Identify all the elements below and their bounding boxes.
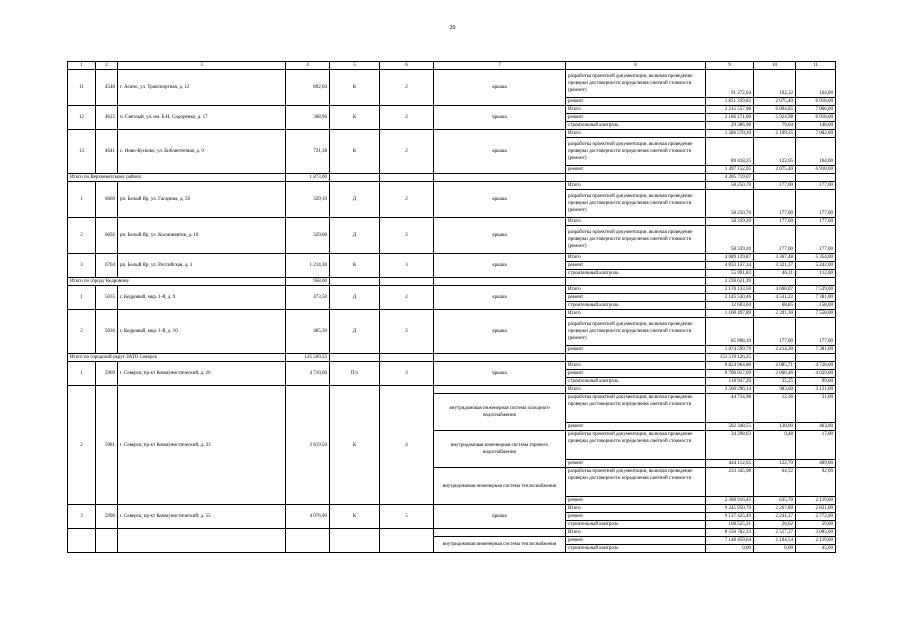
address: п. Светлый, ул. им. Б.Н. Сидоренко, д. 17 [118, 106, 286, 130]
subtotal-row [68, 278, 836, 286]
unit-cost: 138,00 [754, 423, 796, 431]
max-cost: 7 066,00 [796, 106, 836, 114]
unit-cost: 2 085,71 [754, 362, 796, 370]
unit-cost: 635,70 [754, 497, 796, 505]
element: крыша [434, 505, 566, 529]
subtotal-row [68, 174, 836, 182]
table-row [68, 254, 836, 262]
work-type: Итого [566, 310, 706, 318]
cost: 9 706 017,69 [706, 370, 754, 378]
work-type: ремонт [566, 346, 706, 354]
max-cost: 7 381,00 [796, 346, 836, 354]
work-type: Итого [566, 130, 706, 138]
address: г. Северск, пр-кт Коммунистический, д. 33 [118, 386, 286, 505]
cost: 2 300 916,45 [706, 497, 754, 505]
house-type: Д [330, 182, 380, 218]
unit-cost: 2 391,30 [754, 310, 796, 318]
table-row [68, 505, 836, 513]
work-type: разработка проектной документации, включая проведение проверки достоверности определения сметной стоимости [566, 394, 706, 423]
work-type: разработка проектной документации, включая проведение проверки достоверности определения сметной стоимости [566, 431, 706, 460]
max-cost: 45,00 [796, 545, 836, 553]
row-number: 2 [68, 310, 96, 354]
unit-cost: 2 104,54 [754, 537, 796, 545]
floors: 2 [380, 106, 434, 130]
work-type: строительный контроль [566, 270, 706, 278]
max-cost: 2 119,00 [796, 537, 836, 545]
work-type: разработка проектной документации, включая проведение проверки достоверности определения сметной стоимости (ремонт) [566, 138, 706, 166]
work-type: разработка проектной документации, включая проведение проверки достоверности определения сметной стоимости (ремонт) [566, 190, 706, 218]
unit-cost: 9,48 [754, 431, 796, 460]
work-type: ремонт [566, 513, 706, 521]
floors: 2 [380, 286, 434, 310]
house-type: Д [330, 218, 380, 254]
unit-cost: 2 075,40 [754, 166, 796, 174]
table-row [68, 286, 836, 294]
max-cost: 99,00 [796, 378, 836, 386]
floors: 2 [380, 130, 434, 174]
table-row [68, 386, 836, 394]
area: 473,50 [286, 286, 330, 310]
address: рп. Белый Яр, ул. Космонавтов, д. 10 [118, 218, 286, 254]
table-row [68, 130, 836, 138]
unit-cost: 2 517,37 [754, 529, 796, 537]
unit-cost: 2 060,46 [754, 370, 796, 378]
max-cost: 7 082,00 [796, 130, 836, 138]
area: 3 619,50 [286, 386, 330, 505]
table-row [68, 310, 836, 318]
max-cost: 2 831,00 [796, 505, 836, 513]
work-type: ремонт [566, 423, 706, 431]
area: 329,10 [286, 182, 330, 218]
subtotal-sum: 4 205 719,07 [706, 174, 754, 182]
max-cost: 6 918,00 [796, 98, 836, 106]
work-type: строительный контроль [566, 122, 706, 130]
work-type: Итого [566, 218, 706, 226]
max-cost: 5 354,00 [796, 254, 836, 262]
area: 4 076,90 [286, 505, 330, 529]
cost: 2 145 530,46 [706, 294, 754, 302]
header-cell: 4 [286, 62, 330, 70]
element: крыша [434, 106, 566, 130]
max-cost: 7 539,00 [796, 286, 836, 294]
house-type: Д [330, 310, 380, 354]
max-cost: 463,00 [796, 423, 836, 431]
unit-cost: 983,60 [754, 386, 796, 394]
area: 1 214,30 [286, 254, 330, 278]
house-code: 5981 [96, 386, 118, 505]
house-type: К [330, 130, 380, 174]
cost: 444 112,65 [706, 460, 754, 468]
unit-cost: 177,00 [754, 190, 796, 218]
header-cell: 3 [118, 62, 286, 70]
row-number: 1 [68, 362, 96, 386]
max-cost: 2 772,00 [796, 513, 836, 521]
max-cost: 177,00 [796, 182, 836, 190]
max-cost: 21,00 [796, 394, 836, 423]
work-type: Итого [566, 182, 706, 190]
work-type: строительный контроль [566, 378, 706, 386]
unit-cost: 177,00 [754, 318, 796, 346]
cost: 233 345,98 [706, 468, 754, 497]
row-number: 2 [68, 218, 96, 254]
work-type: ремонт [566, 497, 706, 505]
cost: 7 148 459,64 [706, 537, 754, 545]
house-code: 4540 [96, 70, 118, 106]
max-cost: 177,00 [796, 318, 836, 346]
element: крыша [434, 362, 566, 386]
house-code: 4641 [96, 130, 118, 174]
cost: 8 550 782,33 [706, 529, 754, 537]
unit-cost: 177,00 [754, 226, 796, 254]
subtotal-sum: 151 519 126,25 [706, 354, 754, 362]
max-cost: 3 121,00 [796, 386, 836, 394]
floors: 4 [380, 386, 434, 505]
unit-cost: 2 214,30 [754, 346, 796, 354]
max-cost: 6 918,00 [796, 166, 836, 174]
address: г. Северск, пр-кт Коммунистический, д. 55 [118, 505, 286, 529]
floors: 2 [380, 182, 434, 218]
max-cost: 158,00 [796, 302, 836, 310]
house-code: 6692 [96, 218, 118, 254]
table-row [68, 106, 836, 114]
cost: 4 089 129,87 [706, 254, 754, 262]
cost: 4 033 137,34 [706, 262, 754, 270]
subtotal-area: 1 873,00 [286, 174, 330, 182]
work-type: Итого [566, 362, 706, 370]
header-cell: 10 [754, 62, 796, 70]
header-cell: 5 [330, 62, 380, 70]
page-number: 20 [449, 25, 456, 31]
header-row [68, 62, 836, 70]
header-cell: 7 [434, 62, 566, 70]
unit-cost: 2 075,40 [754, 98, 796, 106]
cost: 9 137 425,49 [706, 513, 754, 521]
element: крыша [434, 182, 566, 218]
cost: 118 947,20 [706, 378, 754, 386]
area: 485,30 [286, 310, 330, 354]
element: внутридомовая инженерная система горячего водоснабжения [434, 431, 566, 468]
cost: 55 991,83 [706, 270, 754, 278]
max-cost: 17,00 [796, 431, 836, 460]
cost: 2 215 557,98 [706, 106, 754, 114]
element: крыша [434, 310, 566, 354]
cost: 58 250,70 [706, 190, 754, 218]
work-type: разработка проектной документации, включая проведение проверки достоверности определения сметной стоимости (ремонт) [566, 226, 706, 254]
house-type: К [330, 505, 380, 529]
element: внутридомовая инженерная система теплоснабжения [434, 468, 566, 505]
unit-cost: 64,52 [754, 468, 796, 497]
work-type: строительный контроль [566, 302, 706, 310]
element: внутридомовая инженерная система холодного водоснабжения [434, 394, 566, 431]
row-number: 13 [68, 130, 96, 174]
floors: 5 [380, 505, 434, 529]
subtotal-label: Итого по городской округ ЗАТО Северск [68, 354, 286, 362]
work-type: ремонт [566, 166, 706, 174]
max-cost: 177,00 [796, 218, 836, 226]
unit-cost: 2 267,89 [754, 505, 796, 513]
address: г. Кедровый, мкр. 1-й, д. 10 [118, 310, 286, 354]
cost: 58 250,70 [706, 182, 754, 190]
max-cost: 177,00 [796, 190, 836, 218]
subtotal-label: Итого по Верхнекетскому району [68, 174, 286, 182]
row-number: 1 [68, 286, 96, 310]
house-code: 5036 [96, 310, 118, 354]
cost: 1 586 570,30 [706, 130, 754, 138]
floors: 2 [380, 310, 434, 354]
work-type: Итого [566, 505, 706, 513]
floors: 3 [380, 254, 434, 278]
max-cost: 2 119,00 [796, 497, 836, 505]
house-type: К [330, 70, 380, 106]
cost: 1 851 339,82 [706, 98, 754, 106]
house-type: П/з [330, 362, 380, 386]
max-cost: 112,00 [796, 270, 836, 278]
element: крыша [434, 70, 566, 106]
area: 892,04 [286, 70, 330, 106]
cost: 58 339,20 [706, 226, 754, 254]
house-type: К [330, 106, 380, 130]
work-type: Итого [566, 286, 706, 294]
max-cost: 177,00 [796, 226, 836, 254]
house-code: 5969 [96, 362, 118, 386]
floors: 2 [380, 70, 434, 106]
area: 368,96 [286, 106, 330, 130]
cost: 58 339,20 [706, 218, 754, 226]
table-row [68, 70, 836, 98]
unit-cost: 177,00 [754, 218, 796, 226]
unit-cost: 2 199,35 [754, 130, 796, 138]
row-number: 2 [68, 386, 96, 505]
work-type: разработка проектной документации, включая проведение проверки достоверности определения сметной стоимости [566, 468, 706, 497]
work-type: разработка проектной документации, включая проведение проверки достоверности определения сметной стоимости (ремонт) [566, 318, 706, 346]
table-row [68, 218, 836, 226]
subtotal-area: 125 569,33 [286, 354, 330, 362]
cost: 34 298,03 [706, 431, 754, 460]
unit-cost: 4 531,22 [754, 294, 796, 302]
element: крыша [434, 254, 566, 278]
subtotal-row [68, 354, 836, 362]
address: г. Кедровый, мкр. 1-й, д. 9 [118, 286, 286, 310]
repair-plan-table [67, 61, 836, 553]
max-cost: 5 242,00 [796, 262, 836, 270]
unit-cost: 2 241,27 [754, 513, 796, 521]
unit-cost: 79,64 [754, 122, 796, 130]
subtotal-area: 958,60 [286, 278, 330, 286]
row-number: 3 [68, 254, 96, 278]
header-cell: 8 [566, 62, 706, 70]
max-cost: 59,00 [796, 521, 836, 529]
area: 721,38 [286, 130, 330, 174]
unit-cost: 122,70 [754, 460, 796, 468]
work-type: строительный контроль [566, 545, 706, 553]
unit-cost: 0,00 [754, 545, 796, 553]
table-row [68, 362, 836, 370]
unit-cost: 68,85 [754, 302, 796, 310]
max-cost: 4 629,00 [796, 370, 836, 378]
header-cell: 9 [706, 62, 754, 70]
unit-cost: 3 321,37 [754, 262, 796, 270]
cost: 3 560 296,14 [706, 386, 754, 394]
address: рп. Белый Яр, ул. Российская, д. 1 [118, 254, 286, 278]
cost: 9 245 950,70 [706, 505, 754, 513]
work-type: Итого [566, 386, 706, 394]
row-number: 12 [68, 106, 96, 130]
cost: 108 525,21 [706, 521, 754, 529]
max-cost: 7 558,00 [796, 310, 836, 318]
cost: 0,00 [706, 545, 754, 553]
header-cell: 2 [96, 62, 118, 70]
max-cost: 3 085,00 [796, 529, 836, 537]
unit-cost: 123,95 [754, 138, 796, 166]
max-cost: 164,00 [796, 138, 836, 166]
work-type: ремонт [566, 262, 706, 270]
max-cost: 6 918,00 [796, 114, 836, 122]
work-type: разработка проектной документации, включая проведение проверки достоверности определения сметной стоимости (ремонт) [566, 70, 706, 98]
floors: 2 [380, 218, 434, 254]
cost: 2 186 171,00 [706, 114, 754, 122]
element: крыша [434, 286, 566, 310]
house-code: 6660 [96, 182, 118, 218]
work-type: ремонт [566, 460, 706, 468]
cost: 9 824 964,88 [706, 362, 754, 370]
unit-cost: 12,36 [754, 394, 796, 423]
address: г. Северск, пр-кт Коммунистический, д. 20 [118, 362, 286, 386]
work-type: ремонт [566, 114, 706, 122]
cost: 89 418,25 [706, 138, 754, 166]
table-row [68, 182, 836, 190]
work-type: ремонт [566, 370, 706, 378]
unit-cost: 6 004,85 [754, 106, 796, 114]
max-cost: 409,00 [796, 460, 836, 468]
row-number: 11 [68, 70, 96, 106]
header-cell: 11 [796, 62, 836, 70]
work-type: Итого [566, 529, 706, 537]
area: 329,60 [286, 218, 330, 254]
unit-cost: 177,00 [754, 182, 796, 190]
work-type: ремонт [566, 537, 706, 545]
subtotal-label: Итого по городу Кедровому [68, 278, 286, 286]
house-type: К [330, 386, 380, 505]
unit-cost: 25,25 [754, 378, 796, 386]
house-type: Д [330, 286, 380, 310]
unit-cost: 5 924,98 [754, 114, 796, 122]
house-code: 5996 [96, 505, 118, 529]
cost: 502 348,55 [706, 423, 754, 431]
max-cost: 164,00 [796, 70, 836, 98]
row-number: 3 [68, 505, 96, 529]
unit-cost: 4 600,07 [754, 286, 796, 294]
address: г. Асино, ул. Транспортная, д. 12 [118, 70, 286, 106]
work-type: Итого [566, 254, 706, 262]
cost: 44 734,98 [706, 394, 754, 423]
house-code: 4625 [96, 106, 118, 130]
unit-cost: 102,32 [754, 70, 796, 98]
subtotal-sum: 2 238 621,39 [706, 278, 754, 286]
floors: 3 [380, 362, 434, 386]
unit-cost: 3 367,48 [754, 254, 796, 262]
element: внутридомовая инженерная система теплоснабжения [434, 537, 566, 553]
cost: 1 497 152,05 [706, 166, 754, 174]
element: крыша [434, 218, 566, 254]
cost: 29 386,98 [706, 122, 754, 130]
unit-cost: 26,62 [754, 521, 796, 529]
address: рп. Белый Яр, ул. Гагарина, д. 56 [118, 182, 286, 218]
work-type: ремонт [566, 98, 706, 106]
table-row [68, 529, 836, 537]
house-type: К [330, 254, 380, 278]
max-cost: 7 381,00 [796, 294, 836, 302]
row-number: 1 [68, 182, 96, 218]
cost: 85 898,10 [706, 318, 754, 346]
cost: 2 178 133,50 [706, 286, 754, 294]
cost: 1 074 599,79 [706, 346, 754, 354]
cost: 32 603,04 [706, 302, 754, 310]
max-cost: 92,00 [796, 468, 836, 497]
element: крыша [434, 130, 566, 174]
work-type: ремонт [566, 294, 706, 302]
house-code: 6704 [96, 254, 118, 278]
address: с. Ново-Кусково, ул. Библиотечная, д. 9 [118, 130, 286, 174]
work-type: строительный контроль [566, 521, 706, 529]
work-type: Итого [566, 106, 706, 114]
max-cost: 4 728,00 [796, 362, 836, 370]
unit-cost: 46,11 [754, 270, 796, 278]
cost: 91 272,64 [706, 70, 754, 98]
cost: 1 160 497,89 [706, 310, 754, 318]
max-cost: 148,00 [796, 122, 836, 130]
area: 4 710,60 [286, 362, 330, 386]
header-cell: 1 [68, 62, 96, 70]
house-code: 5035 [96, 286, 118, 310]
header-cell: 6 [380, 62, 434, 70]
